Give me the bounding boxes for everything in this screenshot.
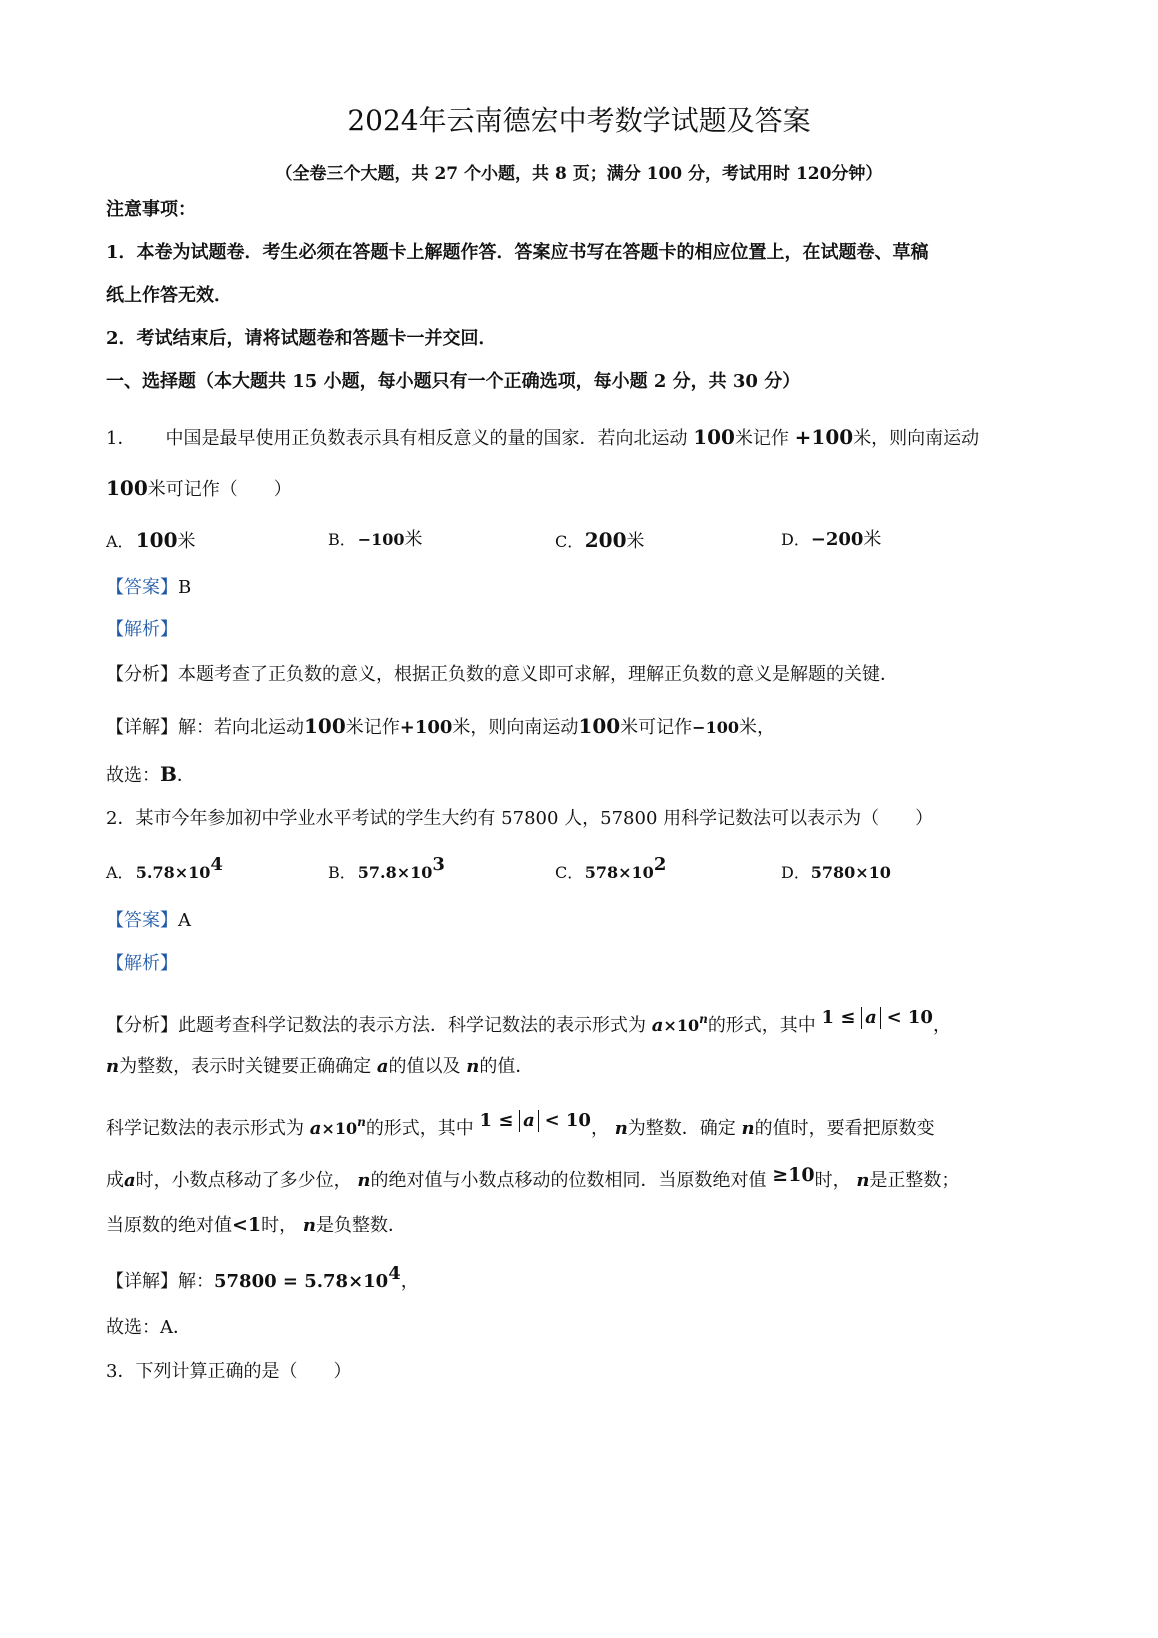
q2-explain-line1: 科学记数法的表示形式为 $a\times 10^n$的形式，其中 1 ≤ a < 10， n为整数．确定 n的值时，要看把原数变 [106, 1110, 935, 1139]
q2-option-c: C． $578\times 10^2$ [555, 854, 667, 882]
q2-answer: 【答案】A [106, 910, 191, 931]
q3-stem: 3．下列计算正确的是（ ） [106, 1361, 352, 1382]
notice-heading: 注意事项： [106, 199, 196, 220]
q1-choose: 故选：B． [106, 762, 195, 786]
q1-answer: 【答案】B [106, 577, 192, 598]
abs-a: a [519, 1110, 539, 1132]
q1-option-d: D． −200米 [781, 529, 882, 550]
q2-option-a: A． $5.78\times 10^4$ [106, 854, 223, 882]
q2-jiexi: 【解析】 [106, 953, 178, 974]
q2-explain-line2: 成a时，小数点移动了多少位， n的绝对值与小数点移动的位数相同．当原数绝对值 ≥10时， n是正整数； [106, 1164, 960, 1191]
q1-option-b: B． −100米 [328, 529, 423, 550]
q1-option-a: A． 100米 [106, 528, 196, 552]
q1-detail: 【详解】解：若向北运动100米记作+100米，则向南运动100米可记作−100米， [106, 714, 775, 738]
q1-number: 1． [106, 428, 136, 449]
notice-item-2: 2．考试结束后，请将试题卷和答题卡一并交回． [106, 328, 497, 349]
q2-stem: 2．某市今年参加初中学业水平考试的学生大约有 57800 人，57800 用科学记数法可以表示为（ ） [106, 808, 934, 829]
page-subtitle: （全卷三个大题，共 27 个小题，共 8 页；满分 100 分，考试用时 120分钟） [275, 164, 883, 184]
q1-stem-line1: 1． 中国是最早使用正负数表示具有相反意义的量的国家．若向北运动 100米记作 +100米，则向南运动 [106, 425, 980, 449]
notice-item-1b: 纸上作答无效． [106, 285, 232, 306]
q2-analysis-line2: n为整数，表示时关键要正确确定 a的值以及 n的值． [106, 1056, 534, 1077]
q1-analysis: 【分析】本题考查了正负数的意义，根据正负数的意义即可求解，理解正负数的意义是解题的关键． [106, 664, 898, 685]
q2-option-d: D． 5780×10 [781, 863, 891, 882]
q1-option-c: C． 200米 [555, 528, 645, 552]
page-title: 2024年云南德宏中考数学试题及答案 [347, 104, 811, 137]
abs-a: a [861, 1007, 881, 1029]
q2-option-b: B． $57.8\times 10^3$ [328, 854, 445, 882]
q1-stem-line2: 100米可记作（ ） [106, 476, 292, 500]
q1-jiexi: 【解析】 [106, 619, 178, 640]
notice-item-1a: 1．本卷为试题卷．考生必须在答题卡上解题作答．答案应书写在答题卡的相应位置上，在试题卷、草稿 [106, 242, 929, 263]
q2-detail: 【详解】解：$57800 = 5.78\times 10^4$， [106, 1263, 419, 1292]
section-heading: 一、选择题（本大题共 15 小题，每小题只有一个正确选项，每小题 2 分，共 30 分） [106, 371, 801, 392]
q2-explain-line3: 当原数的绝对值<1时， n是负整数． [106, 1214, 406, 1236]
q2-choose: 故选：A． [106, 1317, 191, 1338]
q2-analysis-line1: 【分析】此题考查科学记数法的表示方法．科学记数法的表示形式为 $a\times 10^n$的形式，其中 1 ≤ a < 10， [106, 1007, 951, 1036]
